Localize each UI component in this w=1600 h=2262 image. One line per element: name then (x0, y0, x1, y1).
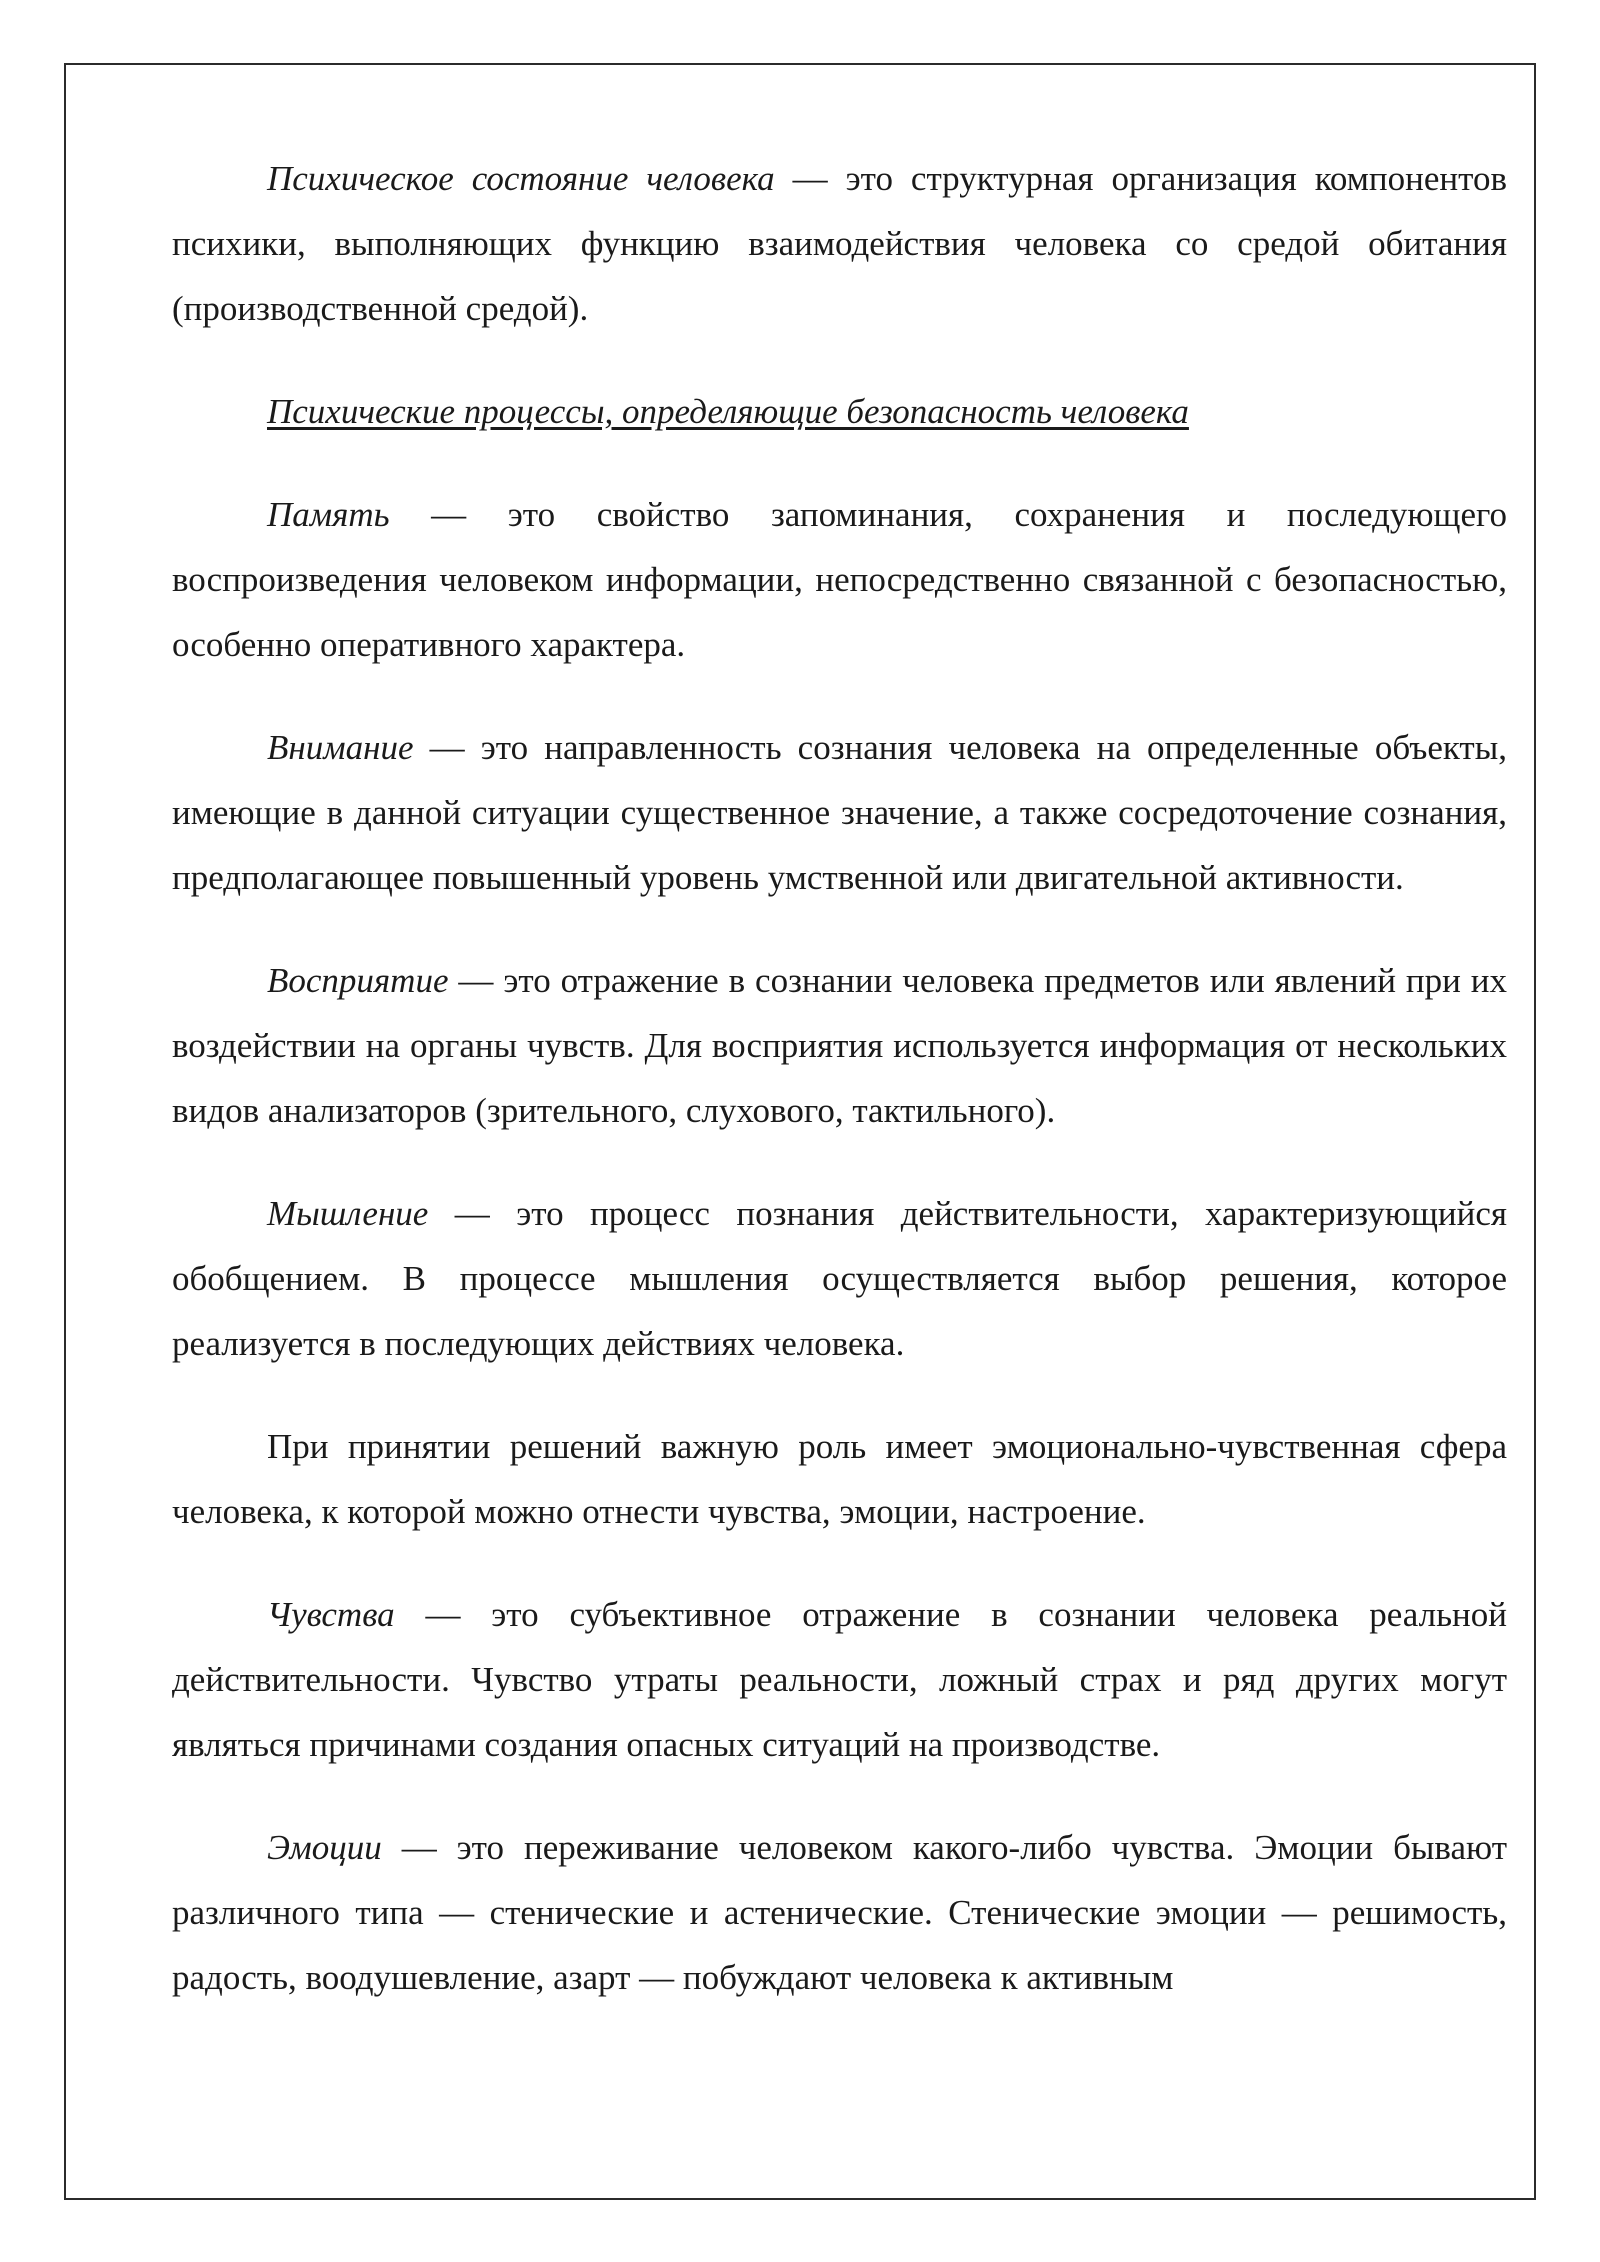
definition-thinking: — это процесс познания действительности, характеризующийся обобщением. В процессе мышления осуществляется выбор решения, которое реализуется в последующих действиях человека. (172, 1194, 1507, 1363)
definition-attention: — это направленность сознания человека на определенные объекты, имеющие в данной ситуации существенное значение, а также сосредоточение сознания, предполагающее повышенный уровень умственной или двигательной активности. (172, 728, 1507, 897)
paragraph-emotions (172, 1815, 1507, 2010)
term-feelings: Чувства (267, 1595, 395, 1634)
term-thinking: Мышление (267, 1194, 429, 1233)
definition-perception: — это отражение в сознании человека предметов или явлений при их воздействии на органы чувств. Для восприятия используется информация от нескольких видов анализаторов (зрительного, слухового, тактильного). (172, 961, 1507, 1130)
paragraph-decision-making (172, 1414, 1507, 1544)
paragraph-memory (172, 482, 1507, 677)
term-attention: Внимание (267, 728, 414, 767)
definition-memory: — это свойство запоминания, сохранения и последующего воспроизведения человеком информации, непосредственно связанной с безопасностью, особенно оперативного характера. (172, 495, 1507, 664)
paragraph-mental-state (172, 146, 1507, 341)
term-mental-state: Психическое состояние человека (267, 159, 775, 198)
document-body (172, 146, 1507, 2048)
section-heading (172, 379, 1507, 444)
definition-mental-state: — это структурная организация компонентов психики, выполняющих функцию взаимодействия человека со средой обитания (производственной средой). (172, 159, 1507, 328)
section-heading-text: Психические процессы, определяющие безопасность человека (267, 392, 1189, 431)
paragraph-perception (172, 948, 1507, 1143)
paragraph-feelings (172, 1582, 1507, 1777)
paragraph-attention (172, 715, 1507, 910)
term-emotions: Эмоции (267, 1828, 382, 1867)
term-memory: Память (267, 495, 390, 534)
definition-feelings: — это субъективное отражение в сознании человека реальной действительности. Чувство утраты реальности, ложный страх и ряд других могут являться причинами создания опасных ситуаций на производстве. (172, 1595, 1507, 1764)
term-perception: Восприятие (267, 961, 449, 1000)
definition-emotions: — это переживание человеком какого-либо чувства. Эмоции бывают различного типа — стенические и астенические. Стенические эмоции — решимость, радость, воодушевление, азарт — побуждают человека к активным (172, 1828, 1507, 1997)
paragraph-thinking (172, 1181, 1507, 1376)
decision-making-text: При принятии решений важную роль имеет эмоционально-чувственная сфера человека, к которой можно отнести чувства, эмоции, настроение. (172, 1427, 1507, 1531)
